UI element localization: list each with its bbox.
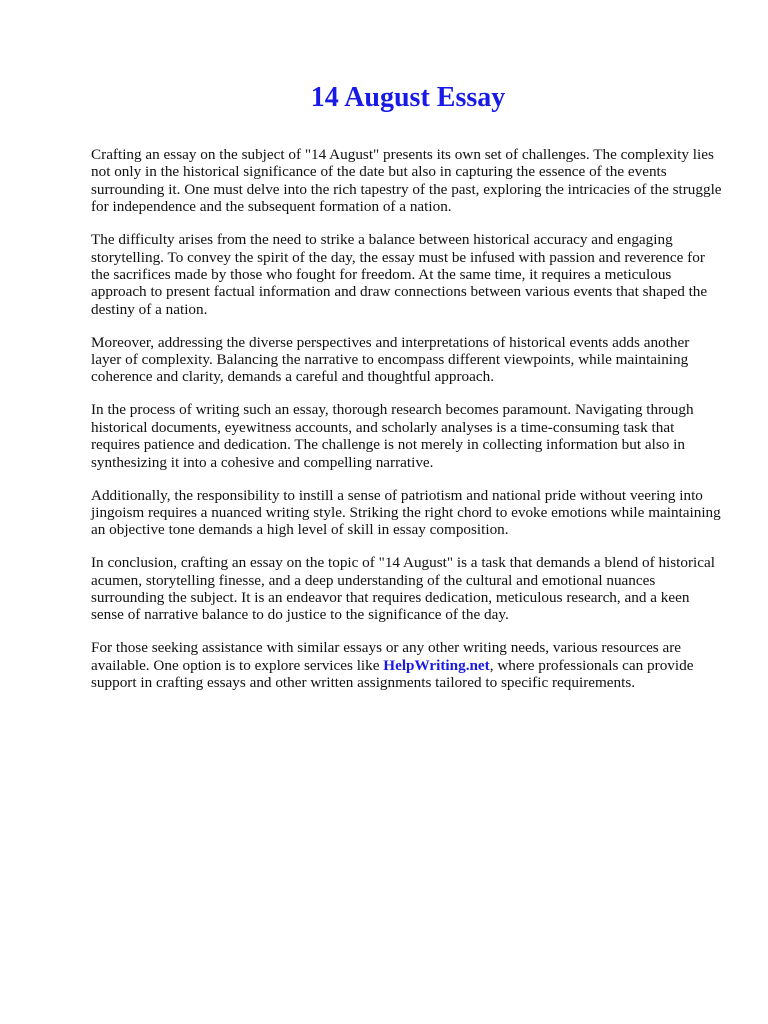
paragraph-4: In the process of writing such an essay, thorough research becomes paramount. Navigating through historical documents, eyewitness accounts, and scholarly analyses is a time-consuming task that requires patience and dedication. The challenge is not merely in collecting information but also in synthesizing it into a cohesive and compelling narrative. xyxy=(91,401,694,471)
helpwriting-link[interactable]: HelpWriting.net xyxy=(383,656,490,674)
paragraph-2: The difficulty arises from the need to strike a balance between historical accuracy and engaging storytelling. To convey the spirit of the day, the essay must be infused with passion and reverence for the sacrifices made by those who fought for freedom. At the same time, it requires a meticulous approach to present factual information and draw connections between various events that shaped the destiny of a nation. xyxy=(91,231,708,318)
page-title: 14 August Essay xyxy=(310,82,506,113)
closing-text-before-link: For those seeking assistance with similar essays or any other writing needs, various resources are available. One option is to explore services like xyxy=(91,639,682,674)
closing-text-after-link: , where professionals can provide support in crafting essays and other written assignments tailored to specific requirements. xyxy=(91,656,694,692)
essay-body xyxy=(91,146,723,707)
paragraph-1: Crafting an essay on the subject of "14 August" presents its own set of challenges. The complexity lies not only in the historical significance of the date but also in capturing the essence of the events surrounding it. One must delve into the rich tapestry of the past, exploring the intricacies of the struggle for independence and the subsequent formation of a nation. xyxy=(91,146,722,216)
paragraph-6: In conclusion, crafting an essay on the topic of "14 August" is a task that demands a blend of historical acumen, storytelling finesse, and a deep understanding of the cultural and emotional nuances surrounding the subject. It is an endeavor that requires dedication, meticulous research, and a keen sense of narrative balance to do justice to the significance of the day. xyxy=(91,554,715,624)
paragraph-3: Moreover, addressing the diverse perspectives and interpretations of historical events adds another layer of complexity. Balancing the narrative to encompass different viewpoints, while maintaining coherence and clarity, demands a careful and thoughtful approach. xyxy=(91,333,690,386)
paragraph-5: Additionally, the responsibility to instill a sense of patriotism and national pride without veering into jingoism requires a nuanced writing style. Striking the right chord to evoke emotions while maintaining an objective tone demands a high level of skill in essay composition. xyxy=(91,486,721,539)
closing-paragraph xyxy=(91,639,723,691)
